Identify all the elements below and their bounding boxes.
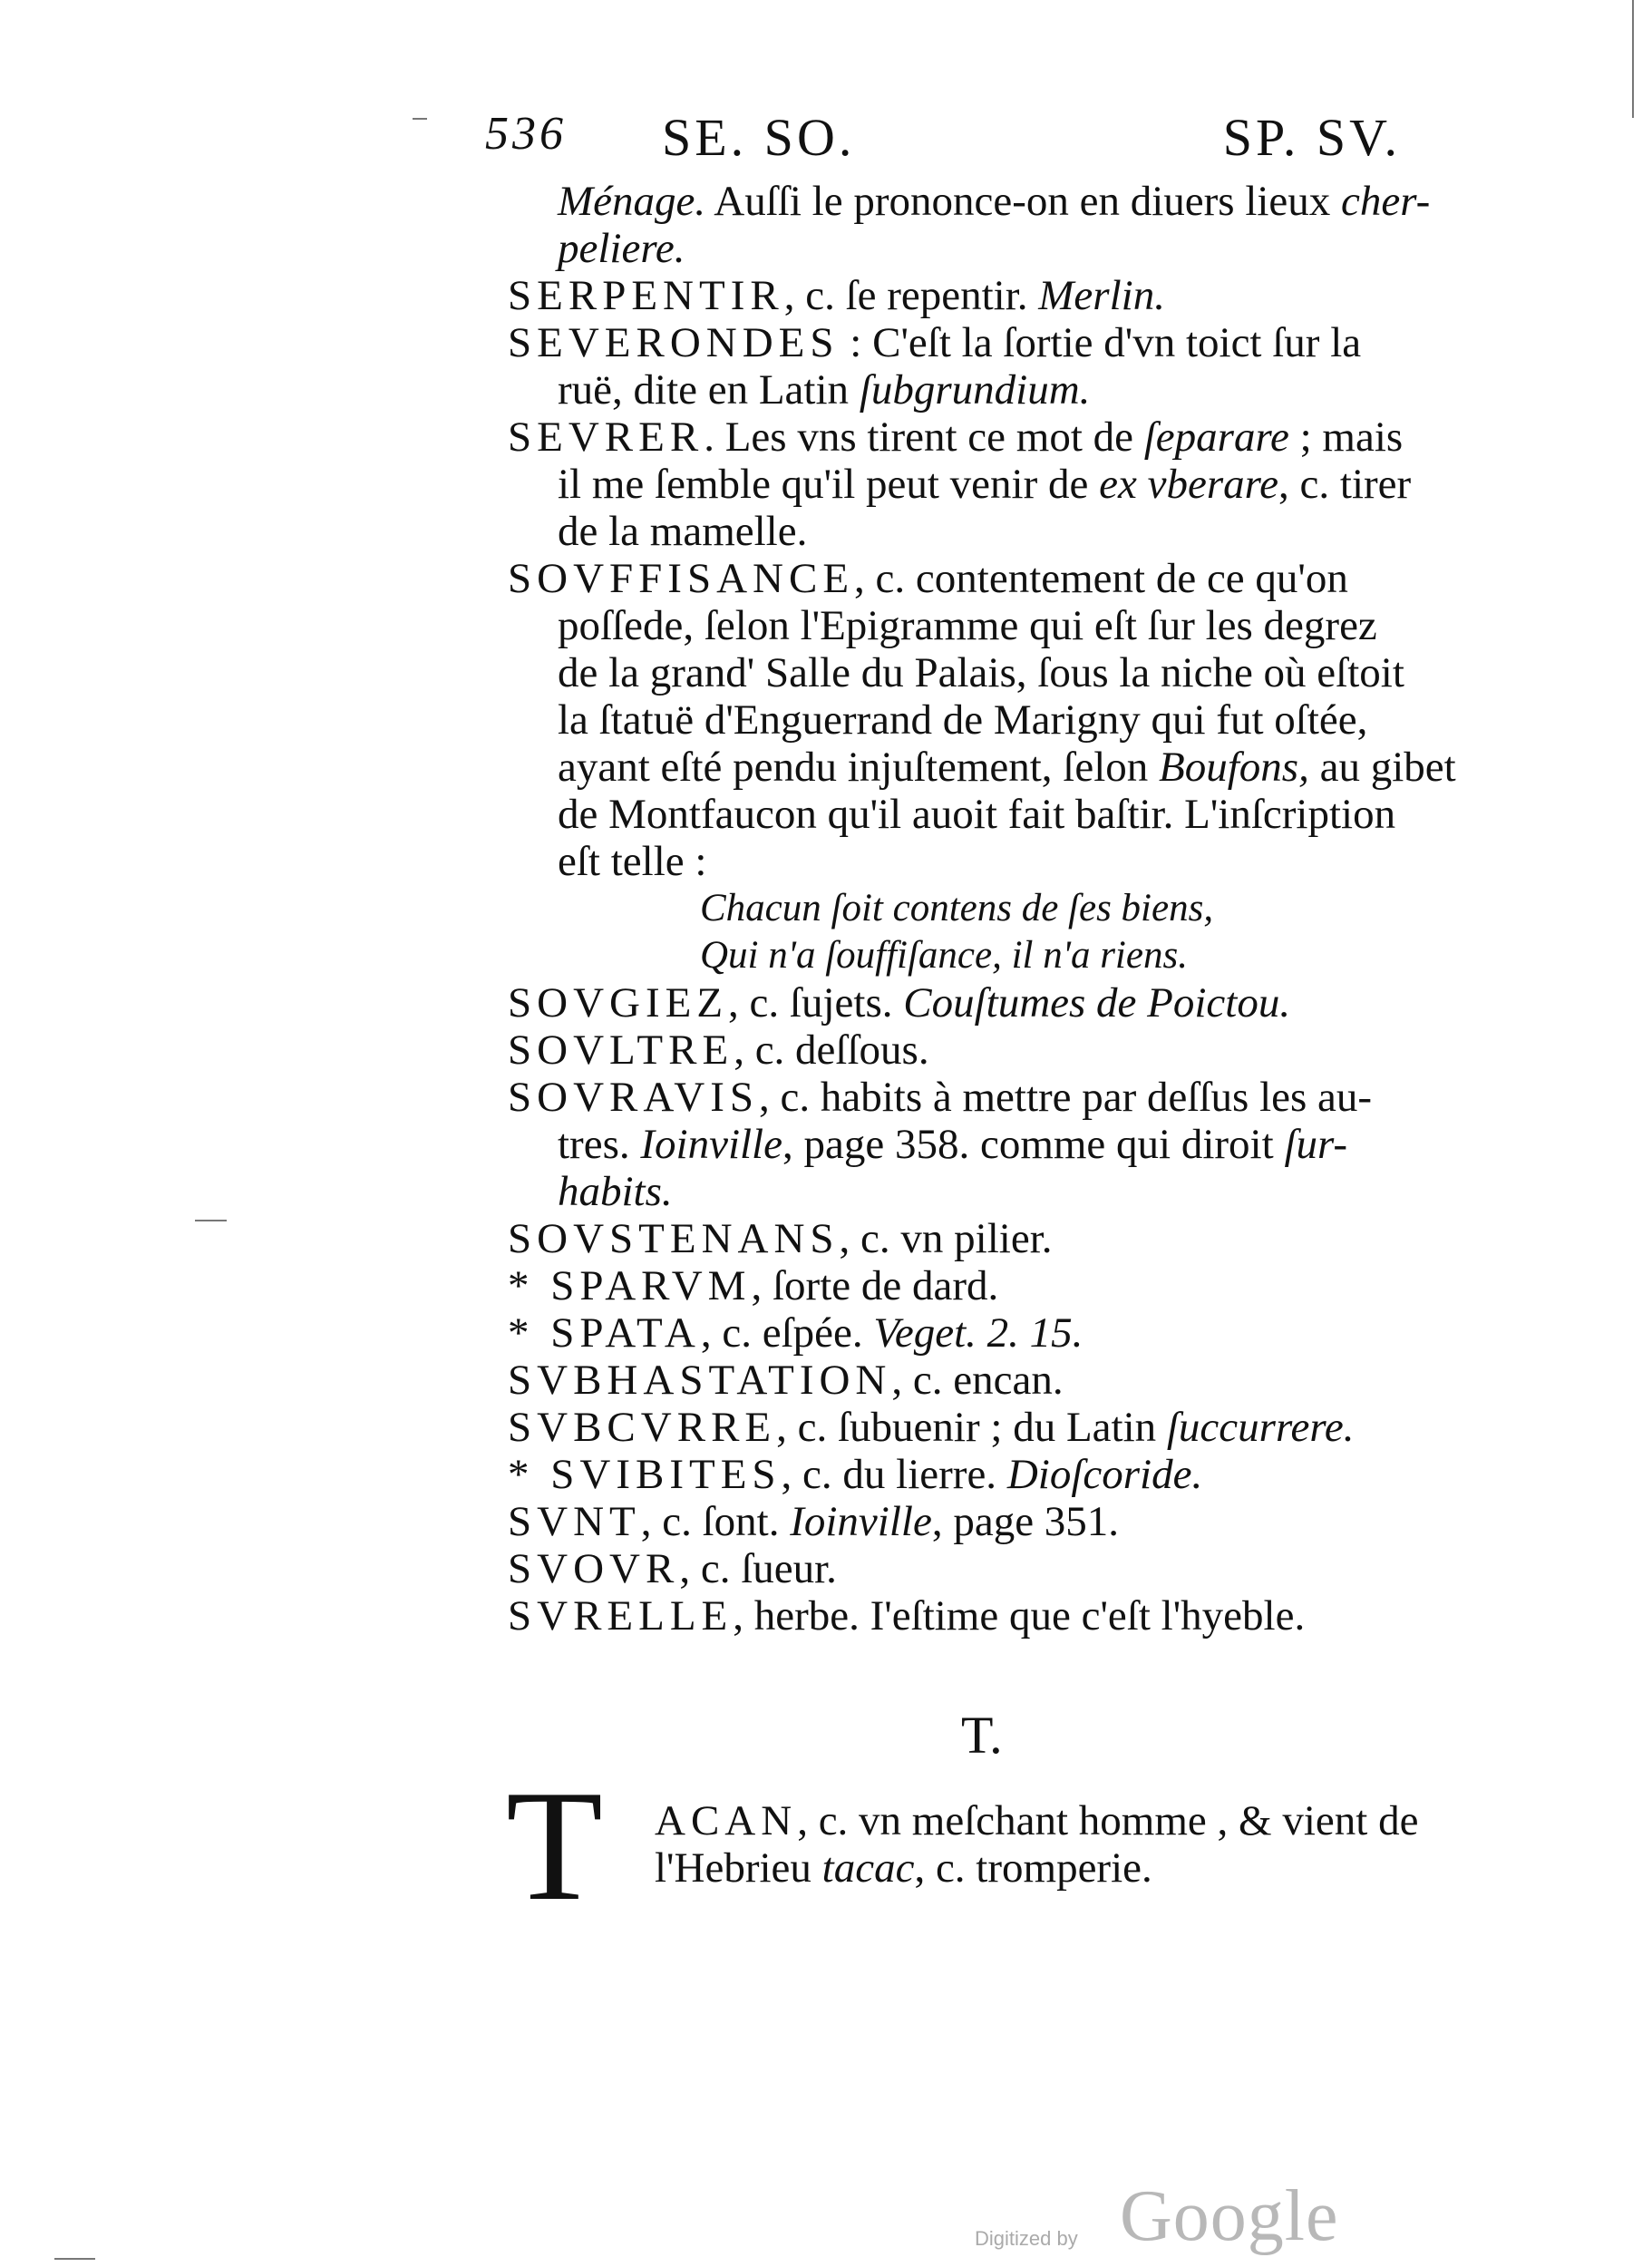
entry-line: de la grand' Salle du Palais, ſous la niche où eſtoit <box>558 649 1404 696</box>
dictionary-entry: SERPENTIR, c. ſe repentir. Merlin. <box>508 272 1165 319</box>
entry-line: la ſtatuë d'Enguerrand de Marigny qui fut oſtée, <box>558 696 1368 744</box>
entry-line: poſſede, ſelon l'Epigramme qui eſt ſur les degrez <box>558 602 1377 649</box>
dictionary-entry: * SPARVM, ſorte de dard. <box>508 1262 999 1309</box>
entry-line: habits. <box>558 1168 673 1215</box>
headword: SERPENTIR <box>508 272 784 319</box>
entries-column <box>508 178 1510 1639</box>
page-number: 536 <box>485 108 567 160</box>
digitized-watermark <box>975 2176 1446 2258</box>
header-right: SP. SV. <box>1222 108 1401 167</box>
entry-line: ruë, dite en Latin ſubgrundium. <box>558 366 1091 414</box>
verse-line: Qui n'a ſouffiſance, il n'a riens. <box>700 934 1188 977</box>
headword: SVBHASTATION <box>508 1357 892 1404</box>
headword: SOVRAVIS <box>508 1074 759 1121</box>
dictionary-entry: SOVSTENANS, c. vn pilier. <box>508 1215 1053 1262</box>
header-left: SE. SO. <box>662 108 856 167</box>
running-header <box>485 107 1401 180</box>
headword: SOVFFISANCE <box>508 555 855 602</box>
headword: SOVLTRE <box>508 1026 734 1074</box>
scan-mark <box>54 2258 95 2260</box>
entry-line: eſt telle : <box>558 838 707 885</box>
entry-line: de Montfaucon qu'il auoit fait baſtir. L'inſcription <box>558 791 1396 838</box>
section-heading: T. <box>961 1706 1003 1765</box>
headword: SVNT <box>508 1498 641 1545</box>
dictionary-entry: * SVIBITES, c. du lierre. Dioſcoride. <box>508 1451 1203 1498</box>
entry-line: il me ſemble qu'il peut venir de ex vberare, c. tirer <box>558 461 1412 508</box>
entry-line: Ménage. Auſſi le prononce-on en diuers lieux cher- <box>558 178 1431 225</box>
dictionary-entry: * SPATA, c. eſpée. Veget. 2. 15. <box>508 1309 1084 1357</box>
dictionary-entry: SOVGIEZ, c. ſujets. Couſtumes de Poictou. <box>508 979 1291 1026</box>
dictionary-entry: SVNT, c. ſont. Ioinville, page 351. <box>508 1498 1120 1545</box>
headword: SOVGIEZ <box>508 979 729 1026</box>
scan-mark <box>195 1220 227 1221</box>
dictionary-entry: SOVFFISANCE, c. contentement de ce qu'on <box>508 555 1348 602</box>
verse-line: Chacun ſoit contens de ſes biens, <box>700 887 1214 929</box>
entry-line: peliere. <box>558 225 685 272</box>
dictionary-entry: SVBHASTATION, c. encan. <box>508 1357 1064 1404</box>
google-logo: Google <box>1120 2176 1339 2256</box>
digitized-label: Digitized by <box>975 2227 1078 2250</box>
dictionary-entry: SOVLTRE, c. deſſous. <box>508 1026 929 1074</box>
page-edge-line <box>1632 0 1634 118</box>
headword: * SPATA <box>508 1309 701 1357</box>
headword: SOVSTENANS <box>508 1215 840 1262</box>
dictionary-entry: SVOVR, c. ſueur. <box>508 1545 837 1592</box>
headword: * SPARVM <box>508 1262 752 1309</box>
dictionary-entry: SVRELLE, herbe. I'eſtime que c'eſt l'hyeble. <box>508 1592 1306 1639</box>
dictionary-entry: SEVRER. Les vns tirent ce mot de ſeparare ; mais <box>508 414 1404 461</box>
headword: SVRELLE <box>508 1592 734 1639</box>
headword: SEVERONDES <box>508 319 840 366</box>
dictionary-entry: SOVRAVIS, c. habits à mettre par deſſus les au- <box>508 1074 1373 1121</box>
dictionary-entry: ACAN, c. vn meſchant homme , & vient de l'Hebrieu tacac, c. tromperie. <box>655 1797 1419 1892</box>
headword: SVBCVRRE <box>508 1404 777 1451</box>
entry-line: ayant eſté pendu injuſtement, ſelon Boufons, au gibet <box>558 744 1456 791</box>
scan-mark <box>413 118 427 120</box>
dictionary-entry: SEVERONDES : C'eſt la ſortie d'vn toict ſur la <box>508 319 1362 366</box>
headword: * SVIBITES <box>508 1451 782 1498</box>
headword: SEVRER <box>508 414 705 461</box>
entry-line: de la mamelle. <box>558 508 808 555</box>
entry-line: tres. Ioinville, page 358. comme qui diroit ſur- <box>558 1121 1347 1168</box>
headword: ACAN <box>655 1797 798 1844</box>
drop-cap: T <box>506 1757 603 1933</box>
dictionary-entry: SVBCVRRE, c. ſubuenir ; du Latin ſuccurrere. <box>508 1404 1355 1451</box>
headword: SVOVR <box>508 1545 680 1592</box>
